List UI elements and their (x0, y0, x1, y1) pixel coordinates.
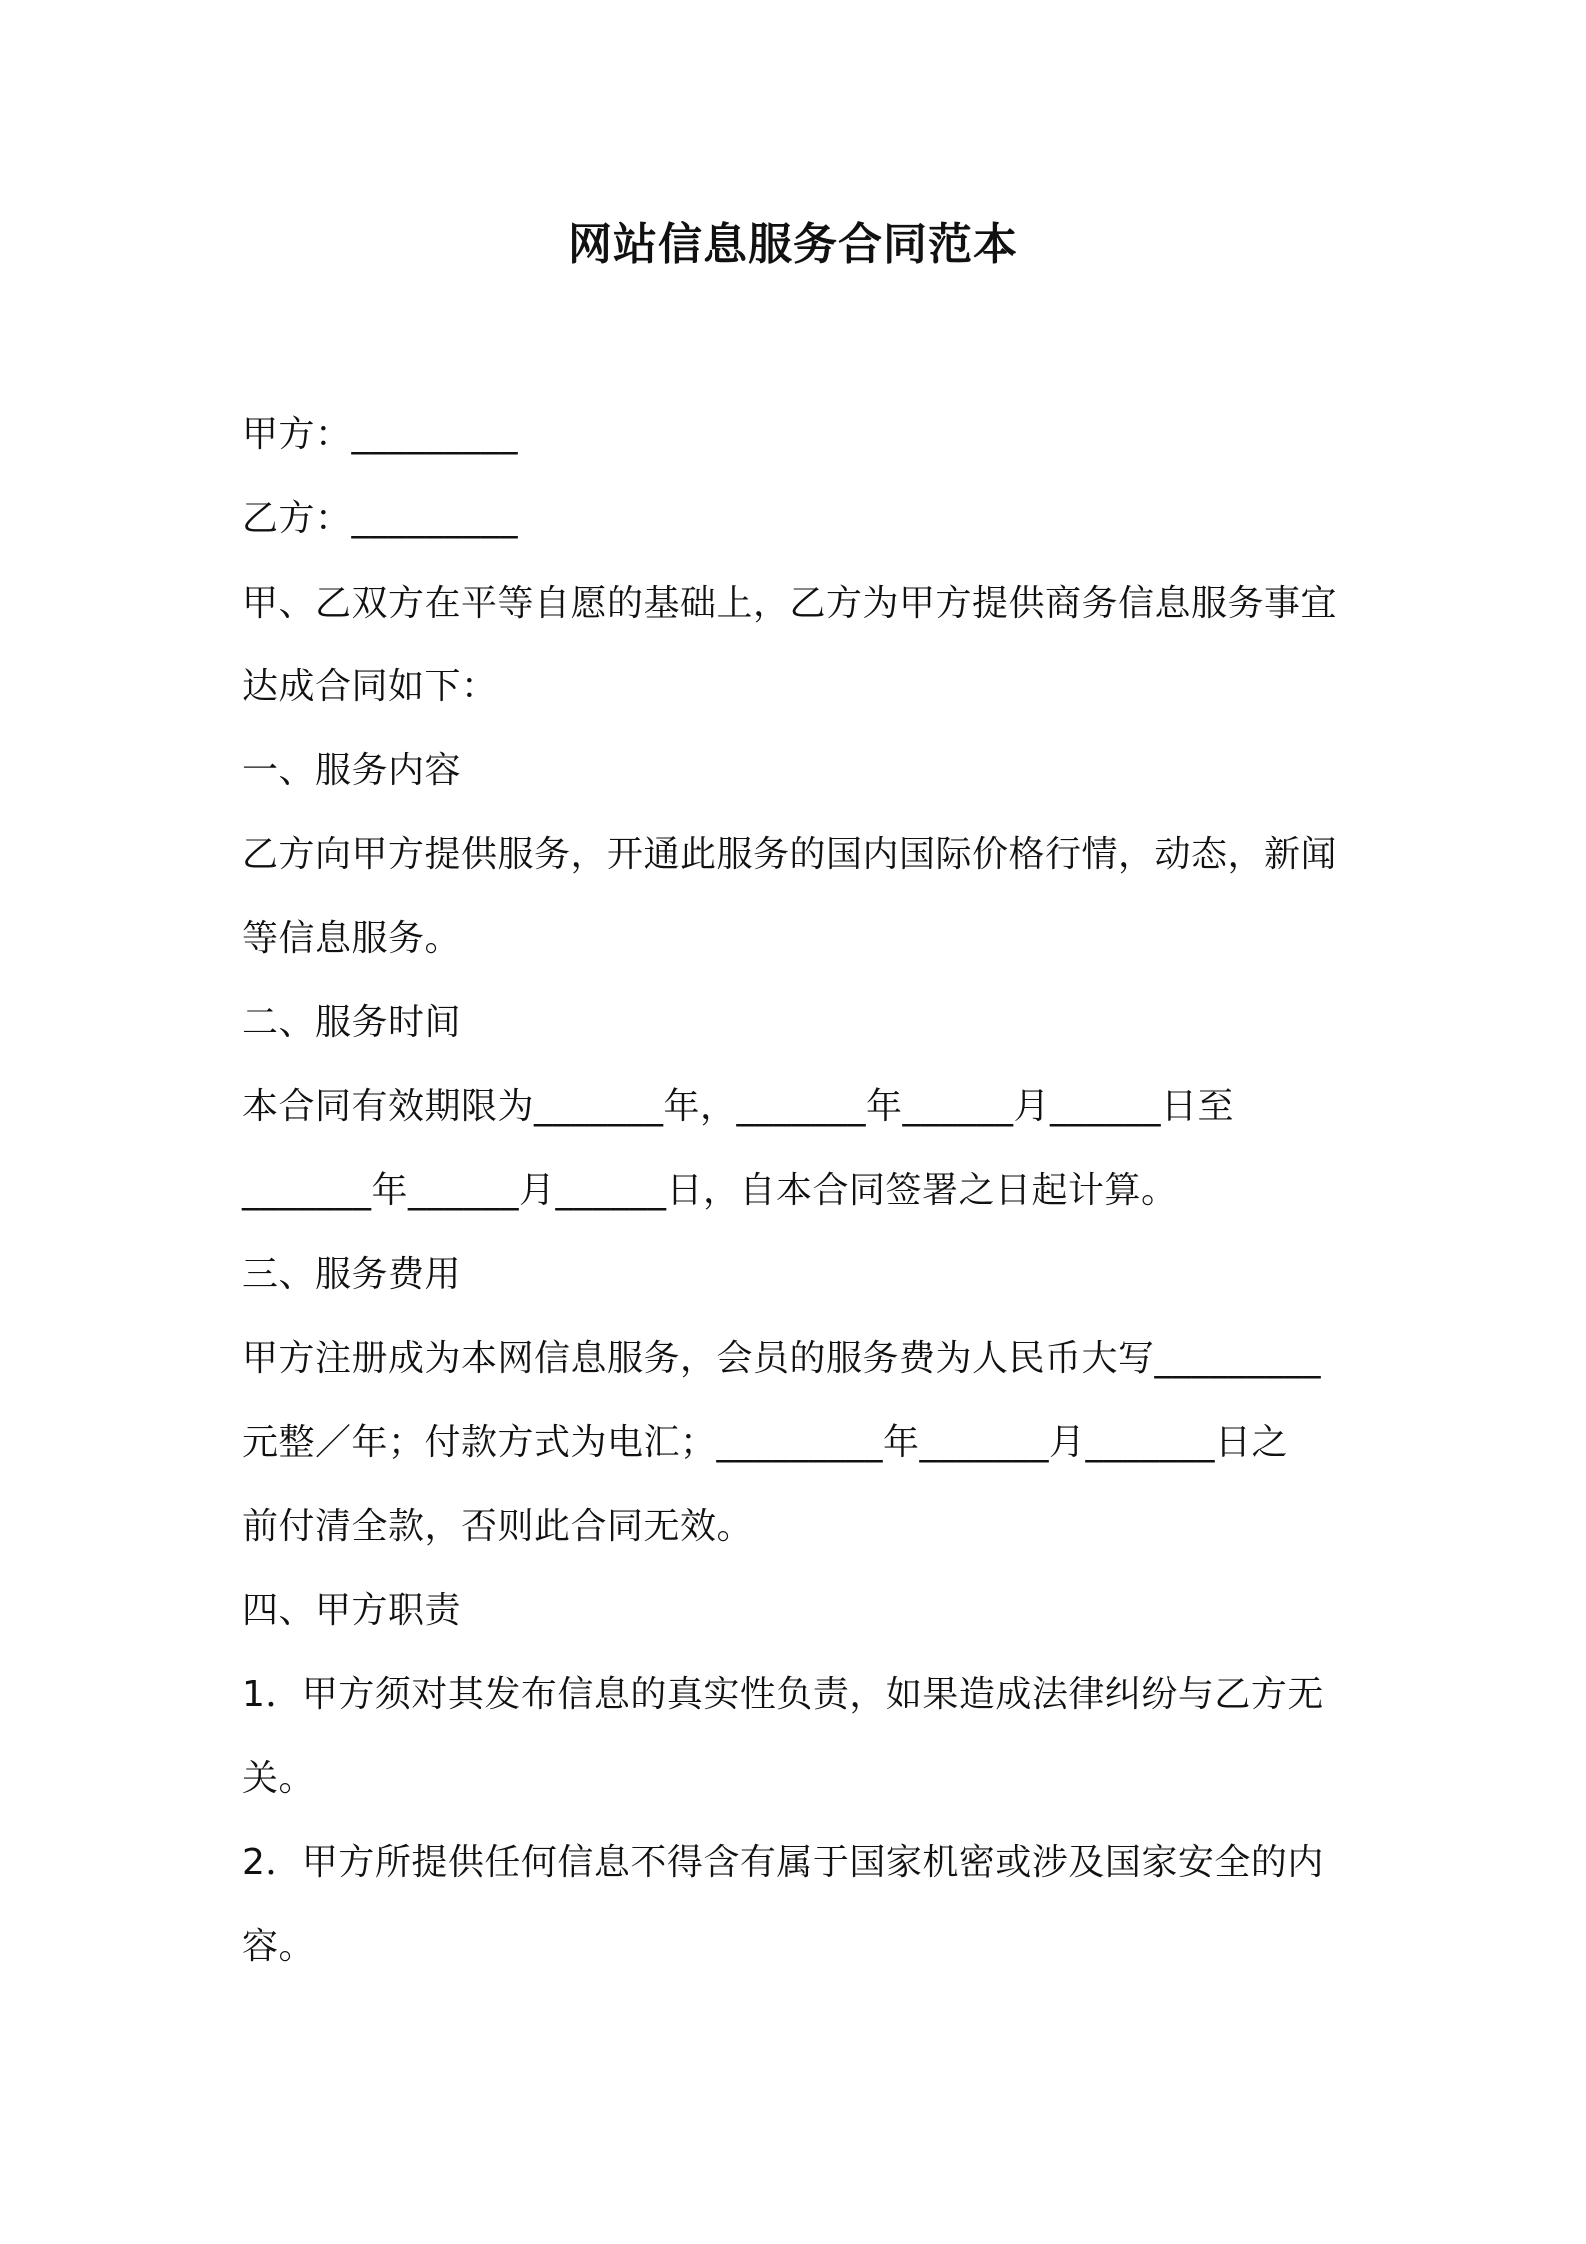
section-3-line-1: 甲方注册成为本网信息服务，会员的服务费为人民币大写_________ (242, 1338, 1322, 1379)
preamble-line-1: 甲、乙双方在平等自愿的基础上，乙方为甲方提供商务信息服务事宜 (242, 583, 1338, 624)
section-3-heading: 三、服务费用 (242, 1254, 462, 1295)
section-1-heading: 一、服务内容 (242, 750, 462, 791)
section-3-line-2: 元整／年；付款方式为电汇；_________年_______月_______日之 (242, 1422, 1289, 1463)
section-2-line-1: 本合同有效期限为_______年，_______年______月______日至 (242, 1086, 1235, 1127)
section-3-line-3: 前付清全款，否则此合同无效。 (242, 1506, 754, 1547)
section-4-heading: 四、甲方职责 (242, 1590, 462, 1631)
section-4-item-1-line-2: 关。 (242, 1758, 316, 1799)
section-2-line-2: _______年______月______日，自本合同签署之日起计算。 (242, 1170, 1178, 1211)
section-2-heading: 二、服务时间 (242, 1002, 462, 1043)
section-1-line-2: 等信息服务。 (242, 918, 462, 959)
section-4-item-2-line-1: 2．甲方所提供任何信息不得含有属于国家机密或涉及国家安全的内 (242, 1842, 1324, 1883)
preamble-line-2: 达成合同如下： (242, 666, 498, 707)
party-a-line: 甲方：_________ (242, 414, 519, 455)
section-1-line-1: 乙方向甲方提供服务，开通此服务的国内国际价格行情，动态，新闻 (242, 834, 1338, 875)
section-4-item-2-line-2: 容。 (242, 1926, 316, 1967)
section-4-item-1-line-1: 1．甲方须对其发布信息的真实性负责，如果造成法律纠纷与乙方无 (242, 1674, 1324, 1715)
party-b-line: 乙方：_________ (242, 498, 519, 539)
document-title: 网站信息服务合同范本 (568, 219, 1018, 270)
